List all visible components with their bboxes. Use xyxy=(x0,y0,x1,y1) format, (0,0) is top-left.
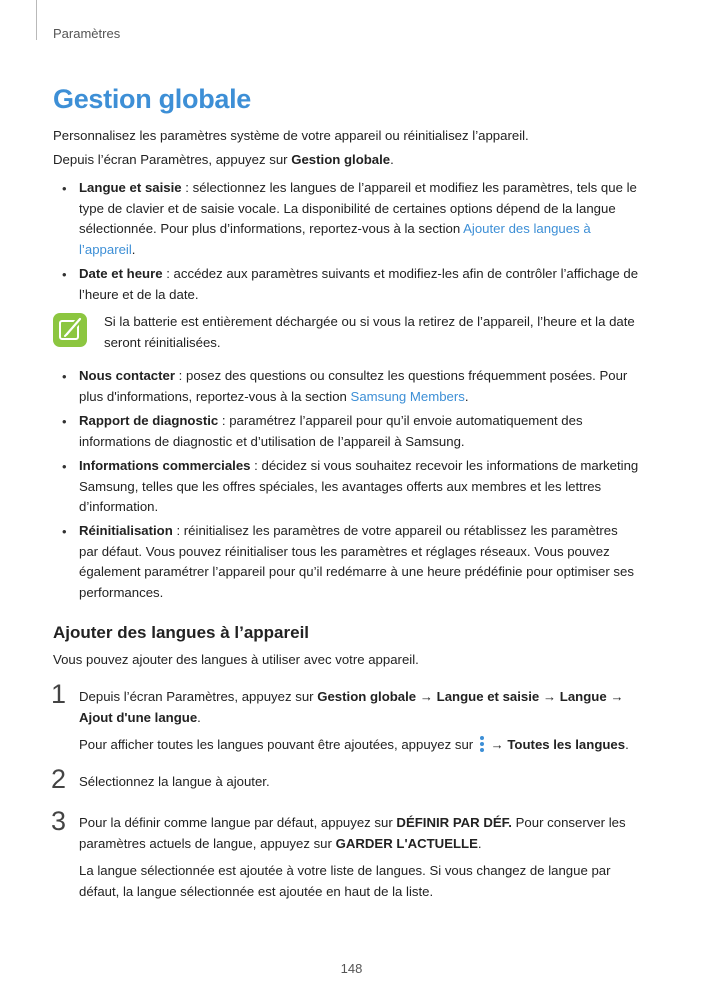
intro-line-2: Depuis l’écran Paramètres, appuyez sur Gestion globale. xyxy=(53,152,394,167)
running-header: Paramètres xyxy=(53,26,121,41)
step-2-text: Sélectionnez la langue à ajouter. xyxy=(79,774,270,789)
bullet-langue-et-saisie: Langue et saisie : sélectionnez les langues de l’appareil et modifiez les paramètres, tels que le type de clavier et de saisie vocale. La disponibilité de certaines options dépend de la langue sélectionnée. Pour plus d’informations, reportez-vous à la section Ajouter des langues à l’appareil. xyxy=(79,180,637,257)
step-number: 2 xyxy=(51,764,67,794)
step-3-text: Pour la définir comme langue par défaut, appuyez sur DÉFINIR PAR DÉF. Pour conserver les paramètres actuels de langue, appuyez sur GARDER L'ACTUELLE. xyxy=(79,815,626,851)
link-ajouter-langues[interactable]: Ajouter des langues à xyxy=(463,221,591,236)
bullet-rapport-diagnostic: Rapport de diagnostic : paramétrez l’appareil pour qu’il envoie automatiquement des informations de diagnostic et d’utilisation de l’appareil à Samsung. xyxy=(79,413,583,449)
bullet-reinitialisation: Réinitialisation : réinitialisez les paramètres de votre appareil ou rétablissez les paramètres par défaut. Vous pouvez réinitialiser tous les paramètres et réglages réseaux. Vous pouvez également paramétrer l’appareil pour qu’il redémarre à une heure prédéfinie pour optimiser ses performances. xyxy=(79,523,634,600)
bullet-date-et-heure: Date et heure : accédez aux paramètres suivants et modifiez-les afin de contrôler l’affichage de l’heure et de la date. xyxy=(79,266,639,302)
bullet-dot: • xyxy=(62,459,67,474)
section-title: Ajouter des langues à l’appareil xyxy=(53,623,310,642)
bullet-dot: • xyxy=(62,414,67,429)
section-intro: Vous pouvez ajouter des langues à utiliser avec votre appareil. xyxy=(53,652,419,667)
more-options-icon[interactable] xyxy=(479,734,485,754)
bullet-dot: • xyxy=(62,181,67,196)
bullet-nous-contacter: Nous contacter : posez des questions ou consultez les questions fréquemment posées. Pour plus d'informations, reportez-vous à la section Samsung Members. xyxy=(79,368,628,404)
link-samsung-members[interactable]: Samsung Members xyxy=(350,388,465,404)
bullet-dot: • xyxy=(62,369,67,384)
step-1-text: Depuis l’écran Paramètres, appuyez sur Gestion globale → Langue et saisie → Langue → Ajout d'une langue. xyxy=(79,689,624,725)
page-title: Gestion globale xyxy=(53,84,252,114)
intro-line-1: Personnalisez les paramètres système de votre appareil ou réinitialisez l’appareil. xyxy=(53,128,529,143)
note-pencil-icon xyxy=(53,313,87,347)
bullet-dot: • xyxy=(62,267,67,282)
intro-bold: Gestion globale xyxy=(291,152,391,167)
bullet-dot: • xyxy=(62,524,67,539)
header-divider xyxy=(36,0,37,40)
link-ajouter-langues-cont[interactable]: l’appareil xyxy=(79,241,132,257)
note-text: Si la batterie est entièrement déchargée ou si vous la retirez de l’appareil, l’heure et la date seront réinitialisées. xyxy=(104,314,635,350)
step-number: 3 xyxy=(51,806,67,836)
step-number: 1 xyxy=(51,679,67,709)
step-3-subtext: La langue sélectionnée est ajoutée à votre liste de langues. Si vous changez de langue par défaut, la langue sélectionnée est ajoutée en haut de la liste. xyxy=(79,863,611,899)
step-1-subtext: Pour afficher toutes les langues pouvant être ajoutées, appuyez sur → Toutes les langues. xyxy=(79,734,649,756)
bullet-informations-commerciales: Informations commerciales : décidez si vous souhaitez recevoir les informations de marketing Samsung, telles que les offres spéciales, les avantages offerts aux membres et les lettres d’information. xyxy=(79,458,639,514)
page-number: 148 xyxy=(340,961,363,976)
